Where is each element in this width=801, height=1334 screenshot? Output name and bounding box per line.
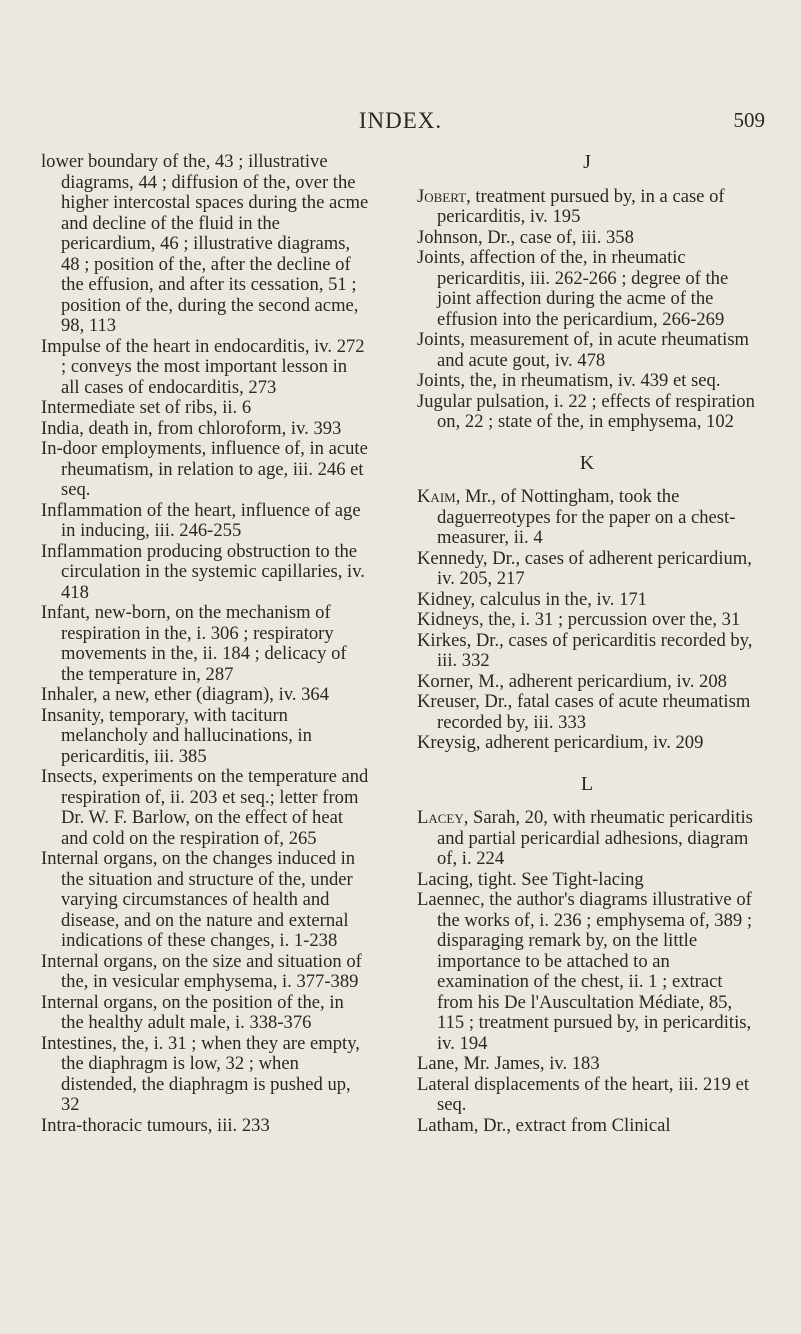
index-entry: Inflammation producing obstruction to the circulation in the systemic capillaries, iv. 418: [41, 540, 365, 603]
index-entry: Kreysig, adherent pericardium, iv. 209: [417, 732, 704, 753]
section-letter-k: K: [579, 451, 595, 474]
index-entry: Intermediate set of ribs, ii. 6: [41, 397, 252, 418]
page-number: 509: [733, 108, 765, 132]
right-column: [417, 152, 757, 1136]
index-entry: Johnson, Dr., case of, iii. 358: [417, 226, 634, 248]
section-l: [417, 808, 757, 1136]
index-entry: Lane, Mr. James, iv. 183: [417, 1053, 600, 1074]
index-entry: Joints, measurement of, in acute rheumatism and acute gout, iv. 478: [417, 329, 750, 371]
index-entry: Kirkes, Dr., cases of pericarditis recorded by, iii. 332: [417, 629, 753, 671]
index-entry: In-door employments, influence of, in acute rheumatism, in relation to age, iii. 246 et seq.: [41, 438, 368, 500]
index-entry: Kidneys, the, i. 31 ; percussion over the, 31: [417, 609, 741, 630]
index-entry: Kaim, Mr., of Nottingham, took the daguerreotypes for the paper on a chest-measurer, ii. 4: [417, 486, 736, 548]
index-entry: Insects, experiments on the temperature and respiration of, ii. 203 et seq.; letter from Dr. W. F. Barlow, on the effect of heat and cold on the respiration of, 265: [41, 766, 369, 849]
index-entry: Internal organs, on the size and situation of the, in vesicular emphysema, i. 377-389: [41, 950, 362, 992]
section-letter-j: J: [583, 151, 591, 173]
index-entry: Jugular pulsation, i. 22 ; effects of respiration on, 22 ; state of the, in emphysema, 102: [417, 390, 755, 432]
index-entry: Joints, the, in rheumatism, iv. 439 et seq.: [417, 370, 721, 391]
running-head: INDEX.: [358, 108, 443, 133]
left-column: [41, 152, 369, 1136]
index-entry: Insanity, temporary, with taciturn melancholy and hallucinations, in pericarditis, iii. 385: [41, 704, 312, 767]
index-entry: Impulse of the heart in endocarditis, iv. 272 ; conveys the most important lesson in all cases of endocarditis, 273: [41, 335, 365, 398]
index-entry: Lacey, Sarah, 20, with rheumatic pericarditis and partial pericardial adhesions, diagram of, i. 224: [417, 807, 753, 869]
index-entry: Internal organs, on the changes induced in the situation and structure of the, under varying circumstances of health and disease, and on the nature and external indications of these changes, i. 1-238: [41, 848, 356, 951]
index-entry: Joints, affection of the, in rheumatic pericarditis, iii. 262-266 ; degree of the joint affection during the acme of the effusion into the pericardium, 266-269: [417, 247, 729, 330]
index-entry: Kidney, calculus in the, iv. 171: [417, 588, 647, 610]
section-letter-l: L: [580, 772, 594, 795]
index-entry: Lacing, tight. See Tight-lacing: [417, 868, 644, 890]
index-entry: Laennec, the author's diagrams illustrative of the works of, i. 236 ; emphysema of, 389 ; disparaging remark by, on the little importance to be attached to an examination of the chest, ii. 1 ; extract from his De l'Auscultation Médiate, 85, 115 ; treatment pursued by, in pericarditis, iv. 194: [417, 889, 753, 1054]
index-entry: Jobert, treatment pursued by, in a case of pericarditis, iv. 195: [417, 185, 725, 227]
index-entry: Inflammation of the heart, influence of age in inducing, iii. 246-255: [41, 499, 361, 541]
index-entry: Korner, M., adherent pericardium, iv. 208: [417, 670, 727, 692]
index-entry: Intra-thoracic tumours, iii. 233: [41, 1114, 270, 1136]
index-entry: Inhaler, a new, ether (diagram), iv. 364: [41, 684, 330, 705]
index-entry: India, death in, from chloroform, iv. 393: [41, 417, 342, 439]
section-k: [417, 487, 757, 754]
index-entry: Kreuser, Dr., fatal cases of acute rheumatism recorded by, iii. 333: [417, 691, 751, 733]
index-entry: Internal organs, on the position of the, in the healthy adult male, i. 338-376: [41, 991, 344, 1033]
index-entry: Infant, new-born, on the mechanism of respiration in the, i. 306 ; respiratory movements in the, ii. 184 ; delicacy of the temperature in, 287: [41, 602, 347, 685]
section-j: [417, 187, 757, 433]
index-entry: Latham, Dr., extract from Clinical: [417, 1114, 671, 1136]
index-entry: Intestines, the, i. 31 ; when they are empty, the diaphragm is low, 32 ; when distended, the diaphragm is pushed up, 32: [41, 1032, 360, 1115]
index-entry: lower boundary of the, 43 ; illustrative diagrams, 44 ; diffusion of the, over the higher intercostal spaces during the acme and decline of the fluid in the pericardium, 46 ; illustrative diagrams, 48 ; position of the, after the decline of the effusion, and after its cessation, 51 ; position of the, during the second acme, 98, 113: [41, 151, 369, 336]
index-entry: Kennedy, Dr., cases of adherent pericardium, iv. 205, 217: [417, 547, 752, 589]
index-entry: Lateral displacements of the heart, iii. 219 et seq.: [417, 1073, 749, 1115]
